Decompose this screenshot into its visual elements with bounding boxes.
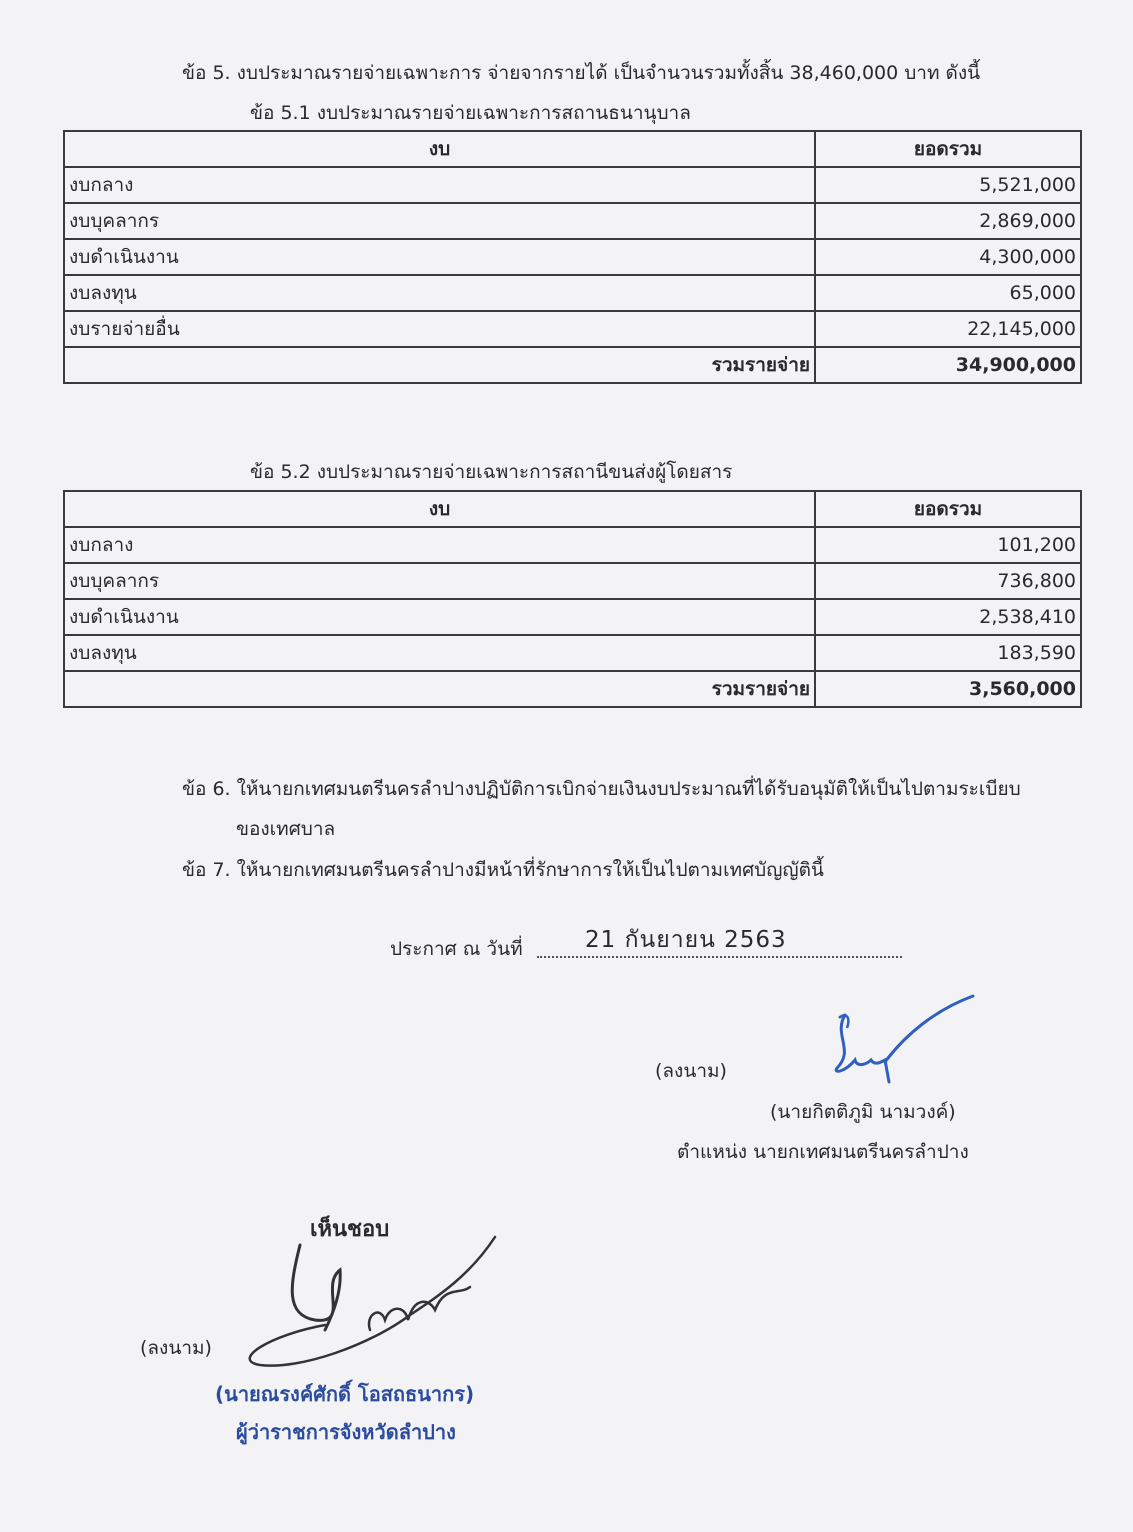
row-name: งบลงทุน <box>64 275 815 311</box>
row-amount: 183,590 <box>815 635 1081 671</box>
row-amount: 5,521,000 <box>815 167 1081 203</box>
table-header <box>64 131 1081 167</box>
row-name: งบบุคลากร <box>64 563 815 599</box>
table-row <box>64 167 1081 203</box>
governor-stamp-name: (นายณรงค์ศักดิ์ โอสถธนากร) <box>215 1382 475 1406</box>
table-row <box>64 635 1081 671</box>
row-amount: 2,538,410 <box>815 599 1081 635</box>
row-name: งบกลาง <box>64 167 815 203</box>
column-header-name: งบ <box>64 491 815 527</box>
clause5-heading: ข้อ 5. งบประมาณรายจ่ายเฉพาะการ จ่ายจากรายได้ เป็นจำนวนรวมทั้งสิ้น 38,460,000 บาท ดังนี้ <box>182 62 981 84</box>
total-row <box>64 347 1081 383</box>
mayor-signature-icon <box>815 990 985 1100</box>
table1-caption: ข้อ 5.1 งบประมาณรายจ่ายเฉพาะการสถานธนานุบาล <box>250 102 691 124</box>
budget-table-2 <box>63 490 1082 708</box>
total-amount: 3,560,000 <box>815 671 1081 707</box>
table-row <box>64 203 1081 239</box>
mayor-sign-label: (ลงนาม) <box>655 1060 727 1082</box>
column-header-total: ยอดรวม <box>815 491 1081 527</box>
clause6-line1: ข้อ 6. ให้นายกเทศมนตรีนครลำปางปฏิบัติการเบิกจ่ายเงินงบประมาณที่ได้รับอนุมัติให้เป็นไปตามระเบียบ <box>182 778 1021 800</box>
row-amount: 101,200 <box>815 527 1081 563</box>
total-label: รวมรายจ่าย <box>64 347 815 383</box>
mayor-position: ตำแหน่ง นายกเทศมนตรีนครลำปาง <box>677 1141 969 1163</box>
table-header <box>64 491 1081 527</box>
row-name: งบกลาง <box>64 527 815 563</box>
table-row <box>64 275 1081 311</box>
row-amount: 736,800 <box>815 563 1081 599</box>
table-row <box>64 311 1081 347</box>
table2-caption: ข้อ 5.2 งบประมาณรายจ่ายเฉพาะการสถานีขนส่งผู้โดยสาร <box>250 461 733 483</box>
budget-table-1 <box>63 130 1082 384</box>
row-amount: 22,145,000 <box>815 311 1081 347</box>
table-row <box>64 599 1081 635</box>
row-amount: 65,000 <box>815 275 1081 311</box>
row-amount: 2,869,000 <box>815 203 1081 239</box>
row-name: งบรายจ่ายอื่น <box>64 311 815 347</box>
row-amount: 4,300,000 <box>815 239 1081 275</box>
table-row <box>64 239 1081 275</box>
total-row <box>64 671 1081 707</box>
approval-sign-label: (ลงนาม) <box>140 1337 212 1359</box>
governor-signature-icon <box>230 1225 510 1375</box>
table-row <box>64 563 1081 599</box>
table-row <box>64 527 1081 563</box>
row-name: งบลงทุน <box>64 635 815 671</box>
row-name: งบดำเนินงาน <box>64 599 815 635</box>
announcement-label: ประกาศ ณ วันที่ <box>390 938 523 960</box>
total-amount: 34,900,000 <box>815 347 1081 383</box>
mayor-name: (นายกิตติภูมิ นามวงค์) <box>770 1101 956 1123</box>
clause6-line2: ของเทศบาล <box>236 818 336 840</box>
approval-heading: เห็นชอบ <box>310 1217 390 1242</box>
row-name: งบบุคลากร <box>64 203 815 239</box>
clause7-text: ข้อ 7. ให้นายกเทศมนตรีนครลำปางมีหน้าที่รักษาการให้เป็นไปตามเทศบัญญัตินี้ <box>182 859 824 881</box>
announcement-date: 21 กันยายน 2563 <box>585 927 787 953</box>
column-header-total: ยอดรวม <box>815 131 1081 167</box>
row-name: งบดำเนินงาน <box>64 239 815 275</box>
governor-stamp-position: ผู้ว่าราชการจังหวัดลำปาง <box>236 1420 456 1444</box>
column-header-name: งบ <box>64 131 815 167</box>
total-label: รวมรายจ่าย <box>64 671 815 707</box>
